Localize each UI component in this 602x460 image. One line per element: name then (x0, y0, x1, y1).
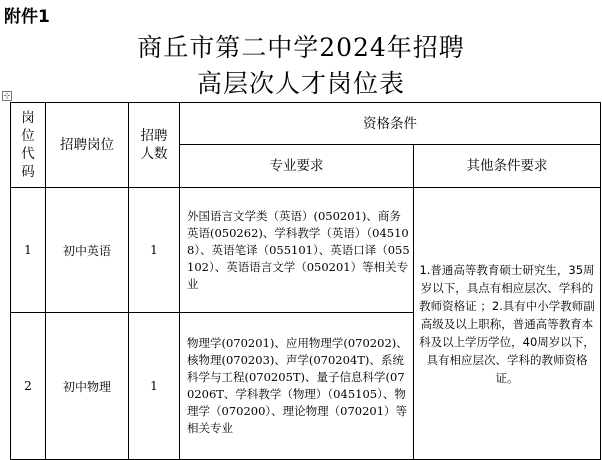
positions-table (10, 102, 601, 460)
page-subtitle: 高层次人才岗位表 (196, 69, 405, 98)
header-major-requirement: 专业要求 (180, 145, 414, 188)
row-2-position: 初中物理 (46, 313, 129, 460)
table-row (11, 188, 601, 313)
header-recruit-count: 招聘人数 (129, 103, 180, 188)
row-1-count: 1 (129, 188, 180, 313)
row-2-count: 1 (129, 313, 180, 460)
row-1-major-requirement: 外国语言文学类（英语）(050201)、商务英语(050262)、学科教学（英语）（045108）、英语笔译（055101）、英语口译（055102）、英语语言文学（050201）等相关专业 (180, 188, 414, 313)
table-header-row (11, 103, 601, 145)
row-2-major-requirement: 物理学(070201)、应用物理学(070202)、核物理(070203)、声学(070204T)、系统科学与工程(070205T)、量子信息科学(070206T、学科教学（物理）（045105）、物理学（070200）、理论物理（070201）等相关专业 (180, 313, 414, 460)
header-qualifications: 资格条件 (180, 103, 601, 145)
row-1-position: 初中英语 (46, 188, 129, 313)
header-position-code: 岗位代码 (11, 103, 46, 188)
page-title: 商丘市第二中学2024年招聘 (137, 33, 465, 62)
table-move-handle-icon[interactable]: ⊹ (3, 91, 11, 100)
attachment-label: 附件1 (4, 7, 50, 27)
header-position-name: 招聘岗位 (46, 103, 129, 188)
row-2-code: 2 (11, 313, 46, 460)
other-requirements-text: 1.普通高等教育硕士研究生，35周岁以下，具点有相应层次、学科的教师资格证 ；2.具有中小学教师副高级及以上职称，普通高等教育本科及以上学历学位，40周岁以下，具有相应层次、学科的教师资格证。 (414, 188, 601, 460)
row-1-code: 1 (11, 188, 46, 313)
header-other-requirements: 其他条件要求 (414, 145, 601, 188)
